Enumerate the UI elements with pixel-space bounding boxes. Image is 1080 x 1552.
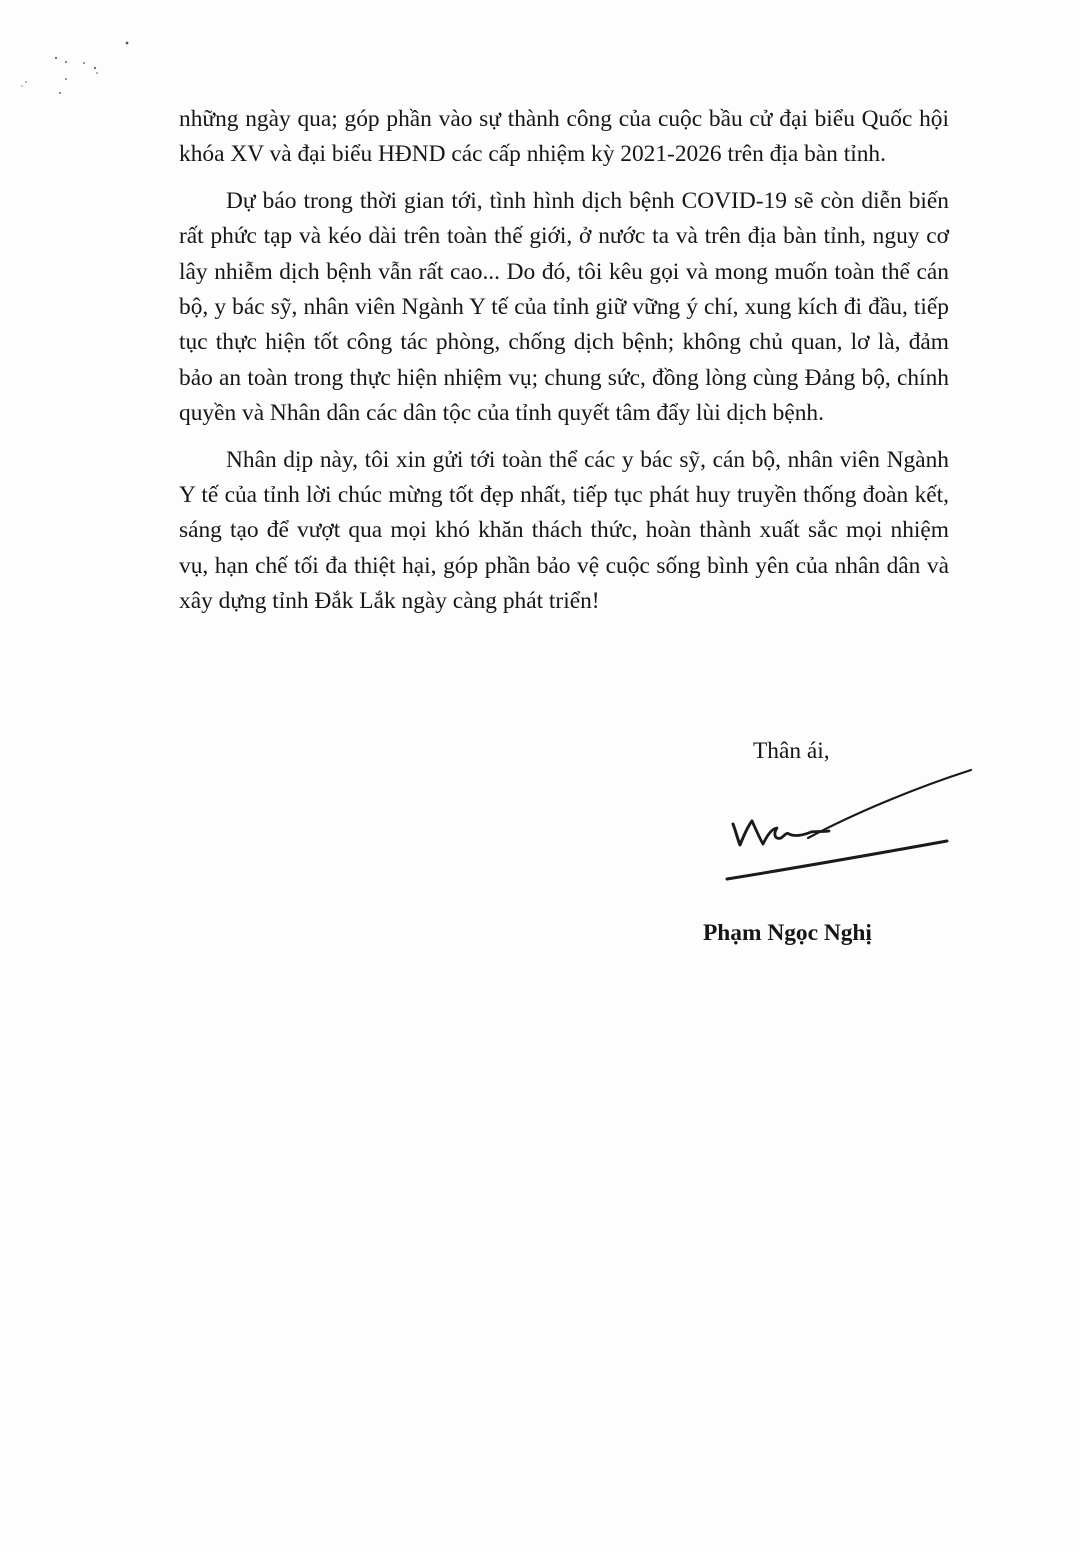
handwritten-signature xyxy=(705,758,985,893)
scan-specks xyxy=(0,0,160,110)
closing-salutation: Thân ái, xyxy=(753,738,830,764)
letter-body xyxy=(179,102,949,631)
paragraph-3: Nhân dịp này, tôi xin gửi tới toàn thể các y bác sỹ, cán bộ, nhân viên Ngành Y tế của tỉnh lời chúc mừng tốt đẹp nhất, tiếp tục phát huy truyền thống đoàn kết, sáng tạo để vượt qua mọi khó khăn thách thức, hoàn thành xuất sắc mọi nhiệm vụ, hạn chế tối đa thiệt hại, góp phần bảo vệ cuộc sống bình yên của nhân dân và xây dựng tỉnh Đắk Lắk ngày càng phát triển! xyxy=(179,446,949,615)
paragraph-2: Dự báo trong thời gian tới, tình hình dịch bệnh COVID-19 sẽ còn diễn biến rất phức tạp và kéo dài trên toàn thế giới, ở nước ta và trên địa bàn tỉnh, nguy cơ lây nhiễm dịch bệnh vẫn rất cao... Do đó, tôi kêu gọi và mong muốn toàn thể cán bộ, y bác sỹ, nhân viên Ngành Y tế của tỉnh giữ vững ý chí, xung kích đi đầu, tiếp tục thực hiện tốt công tác phòng, chống dịch bệnh; không chủ quan, lơ là, đảm bảo an toàn trong thực hiện nhiệm vụ; chung sức, đồng lòng cùng Đảng bộ, chính quyền và Nhân dân các dân tộc của tỉnh quyết tâm đẩy lùi dịch bệnh. xyxy=(179,187,949,427)
paragraph-1: những ngày qua; góp phần vào sự thành công của cuộc bầu cử đại biểu Quốc hội khóa XV và đại biểu HĐND các cấp nhiệm kỳ 2021-2026 trên địa bàn tỉnh. xyxy=(179,106,949,168)
signer-name: Phạm Ngọc Nghị xyxy=(703,920,872,946)
